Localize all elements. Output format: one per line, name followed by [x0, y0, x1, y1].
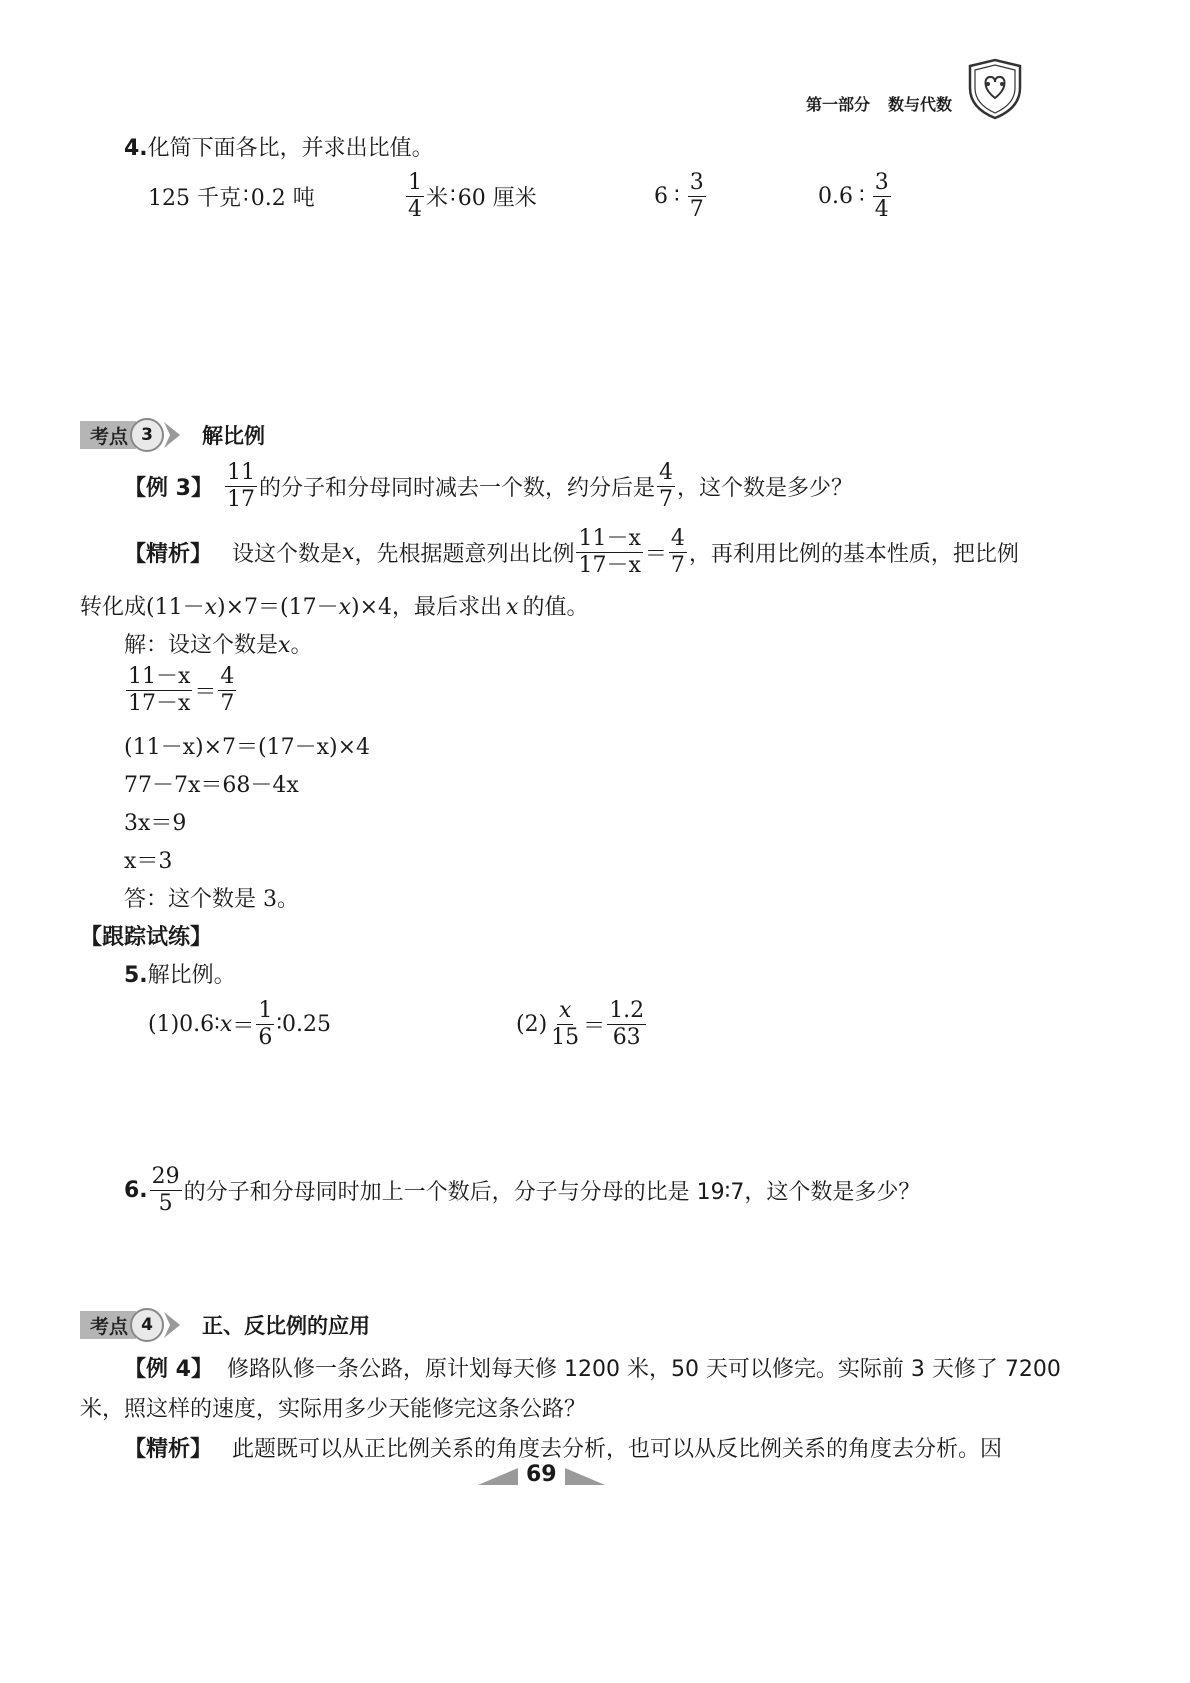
analysis-tag: 【精析】 [124, 542, 213, 567]
example-4-line2: 米，照这样的速度，实际用多少天能修完这条公路？ [80, 1397, 587, 1422]
q4-item-2: $\frac{1}{4}$ 米 ∶ 60 厘米 [408, 170, 537, 222]
header-part: 第一部分 [806, 95, 871, 114]
fraction: $\frac{4}{7}$ [670, 526, 685, 578]
section-badge-4 [80, 1308, 370, 1342]
fraction: $\frac{11}{17}$ [226, 460, 255, 512]
solution-answer: 答：这个数是 3。 [124, 887, 299, 912]
analysis-3: 【精析】 设这个数是 x ，先根据题意列出比例 $\frac{11-x}{17-x}$ ＝ $\frac{4}{7}$ ，再利用比例的基本性质，把比例 [124, 526, 1019, 578]
question-number: 5. [124, 963, 148, 988]
question-number: 4. [124, 136, 148, 161]
badge-number: 3 [130, 418, 164, 452]
badge-number: 4 [130, 1308, 164, 1342]
left-arrow-decoration-icon [478, 1464, 518, 1486]
analysis-tag: 【精析】 [124, 1437, 213, 1462]
solution-intro: 解：设这个数是x。 [124, 633, 313, 658]
section-title: 解比例 [202, 424, 266, 448]
q5-part-2: (2) $\frac{x}{15}$ ＝ $\frac{1.2}{63}$ [516, 998, 645, 1050]
question-text: 化简下面各比，并求出比值。 [147, 136, 434, 161]
example-4-line1: 【例 4】 修路队修一条公路，原计划每天修 1200 米，50 天可以修完。实际前 3 天修了 7200 [124, 1357, 1061, 1382]
fraction: $\frac{x}{15}$ [551, 998, 580, 1050]
example-tag: 【例 4】 [124, 1357, 213, 1382]
solution-line-1: (11－x)×7＝(17－x)×4 [124, 735, 370, 760]
section-badge-3 [80, 418, 265, 452]
question-6: 6. $\frac{29}{5}$ 的分子和分母同时加上一个数后，分子与分母的比是 19∶7，这个数是多少？ [124, 1164, 921, 1216]
page-number: 69 [478, 1462, 605, 1487]
fraction: $\frac{29}{5}$ [151, 1164, 180, 1216]
fraction: $\frac{4}{7}$ [220, 664, 235, 716]
solution-line-2: 77－7x＝68－4x [124, 773, 299, 798]
fraction: $\frac{11-x}{17-x}$ [128, 664, 191, 716]
chevron-right-icon [162, 420, 184, 450]
fraction: $\frac{3}{4}$ [874, 170, 889, 222]
badge-label: 考点 [80, 1311, 136, 1339]
question-number: 6. [124, 1178, 148, 1203]
practice-heading: 【跟踪试练】 [80, 925, 213, 950]
example-tag: 【例 3】 [124, 476, 213, 501]
solution-line-4: x＝3 [124, 849, 173, 874]
right-arrow-decoration-icon [565, 1464, 605, 1486]
fraction: $\frac{11-x}{17-x}$ [578, 526, 641, 578]
q4-item-1: 125 千克 ∶ 0.2 吨 [148, 184, 315, 211]
fraction: $\frac{1.2}{63}$ [609, 998, 645, 1050]
q4-item-4: 0.6 ∶ $\frac{3}{4}$ [818, 170, 889, 222]
fraction: $\frac{1}{4}$ [408, 170, 422, 222]
fraction: $\frac{4}{7}$ [658, 460, 673, 512]
shield-logo-icon [964, 58, 1026, 126]
q5-part-1: (1)0.6∶ x ＝ $\frac{1}{6}$ ∶0.25 [148, 998, 332, 1050]
badge-label: 考点 [80, 421, 136, 449]
question-5 [124, 958, 236, 989]
q4-item-3: 6 ∶ $\frac{3}{7}$ [654, 170, 704, 222]
analysis-3-line2: 转化成(11－x)×7＝(17－x)×4，最后求出 x 的值。 [80, 595, 589, 620]
chevron-right-icon [162, 1310, 184, 1340]
solution-equation-1: $\frac{11-x}{17-x}$ ＝ $\frac{4}{7}$ [128, 664, 235, 716]
section-title: 正、反比例的应用 [202, 1314, 371, 1338]
fraction: $\frac{3}{7}$ [689, 170, 704, 222]
example-3: 【例 3】 $\frac{11}{17}$ 的分子和分母同时减去一个数，约分后是 $\frac{4}{7}$ ，这个数是多少？ [124, 460, 853, 512]
fraction: $\frac{1}{6}$ [258, 998, 273, 1050]
question-text: 解比例。 [147, 963, 236, 988]
solution-line-3: 3x＝9 [124, 811, 187, 836]
analysis-4: 【精析】 此题既可以从正比例关系的角度去分析，也可以从反比例关系的角度去分析。因 [124, 1437, 1003, 1462]
header-subject: 数与代数 [888, 95, 953, 114]
question-4 [124, 131, 434, 162]
